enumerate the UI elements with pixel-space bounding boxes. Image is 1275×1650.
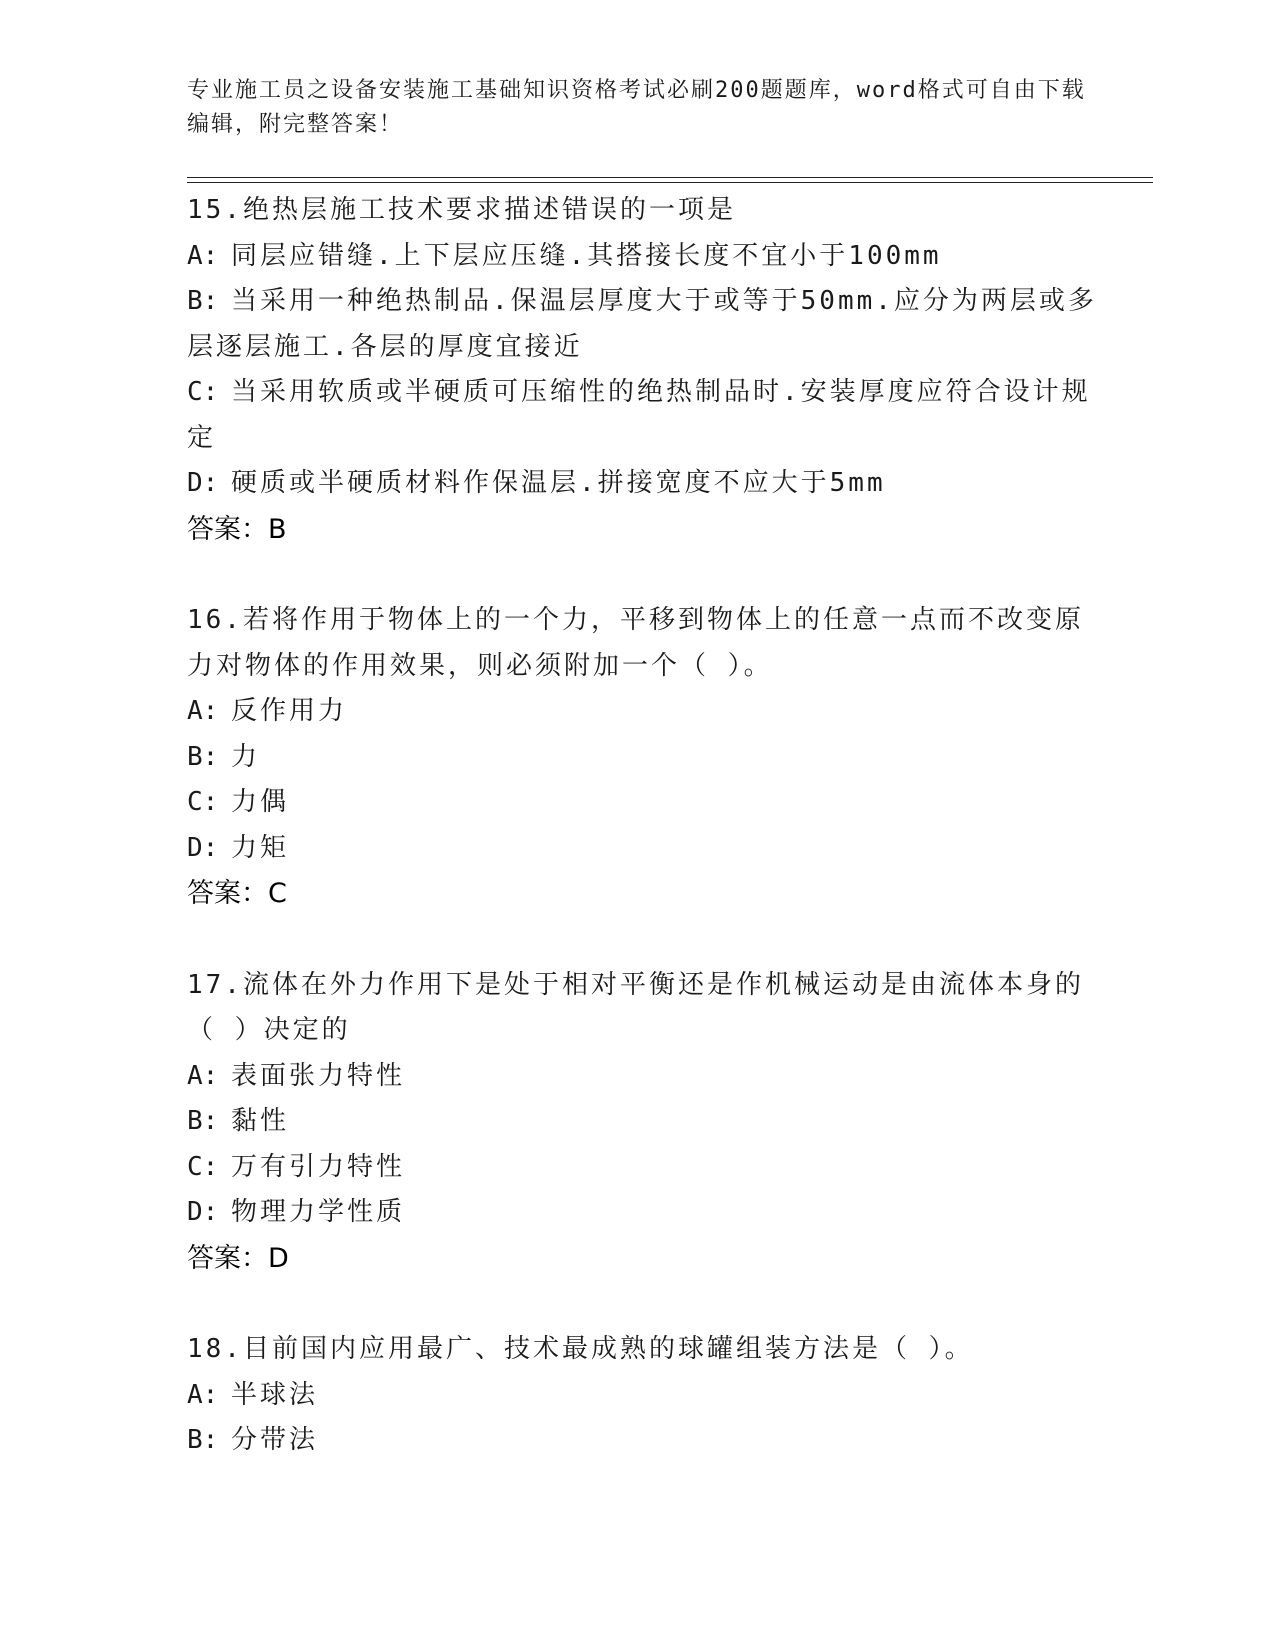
option-text: 半球法	[231, 1379, 319, 1410]
option-text: 同层应错缝.上下层应压缝.其搭接长度不宜小于100mm	[231, 240, 942, 271]
option-c	[187, 780, 1107, 826]
question-stem: 17.流体在外力作用下是处于相对平衡还是作机械运动是由流体本身的（ ）决定的	[187, 969, 1084, 1045]
option-d	[187, 826, 1107, 872]
option-key: C:	[187, 1151, 219, 1182]
option-d	[187, 1190, 1107, 1236]
option-key: A:	[187, 1379, 219, 1410]
option-c	[187, 370, 1107, 461]
option-a	[187, 1054, 1107, 1100]
option-c	[187, 1145, 1107, 1191]
option-text: 分带法	[231, 1425, 319, 1455]
question-18	[187, 1327, 1107, 1464]
option-d	[187, 461, 1107, 507]
option-key: B:	[187, 741, 219, 772]
option-key: B:	[187, 1106, 219, 1136]
question-stem: 15.绝热层施工技术要求描述错误的一项是	[187, 195, 736, 225]
answer: 答案：C	[187, 878, 287, 909]
option-text: 力偶	[231, 787, 290, 817]
option-text: 万有引力特性	[231, 1151, 406, 1182]
option-key: C:	[187, 377, 219, 407]
option-key: A:	[187, 696, 219, 726]
option-a	[187, 1373, 1107, 1419]
option-text: 力矩	[231, 832, 290, 863]
answer: 答案：B	[187, 513, 287, 545]
option-text: 黏性	[231, 1106, 290, 1136]
header-divider-bottom	[187, 182, 1153, 183]
option-key: D:	[187, 832, 219, 863]
option-key: D:	[187, 468, 219, 498]
question-stem: 16.若将作用于物体上的一个力，平移到物体上的任意一点而不改变原力对物体的作用效果，则必须附加一个（ ）。	[187, 605, 1084, 681]
option-key: A:	[187, 240, 219, 271]
option-key: B:	[187, 286, 219, 316]
option-a	[187, 689, 1107, 735]
question-16	[187, 598, 1107, 917]
option-a	[187, 234, 1107, 280]
header-divider-top	[187, 177, 1153, 178]
question-15	[187, 188, 1107, 552]
answer: 答案：D	[187, 1242, 289, 1274]
question-17	[187, 963, 1107, 1282]
question-stem: 18.目前国内应用最广、技术最成熟的球罐组装方法是（ ）。	[187, 1334, 974, 1364]
option-b	[187, 1418, 1107, 1464]
option-key: B:	[187, 1425, 219, 1455]
option-text: 当采用一种绝热制品.保温层厚度大于或等于50mm.应分为两层或多层逐层施工.各层的厚度宜接近	[187, 286, 1097, 362]
option-key: D:	[187, 1197, 219, 1227]
option-b	[187, 735, 1107, 781]
option-text: 硬质或半硬质材料作保温层.拼接宽度不应大于5mm	[231, 468, 886, 498]
option-key: C:	[187, 787, 219, 817]
option-text: 当采用软质或半硬质可压缩性的绝热制品时.安装厚度应符合设计规定	[187, 377, 1091, 453]
document-header: 专业施工员之设备安装施工基础知识资格考试必刷200题题库，word格式可自由下载编辑，附完整答案！	[187, 78, 1086, 137]
option-key: A:	[187, 1060, 219, 1091]
option-text: 表面张力特性	[231, 1060, 406, 1091]
option-text: 物理力学性质	[231, 1197, 406, 1227]
option-text: 力	[231, 741, 261, 772]
option-b	[187, 1099, 1107, 1145]
question-list	[187, 188, 1107, 1510]
option-text: 反作用力	[231, 696, 348, 726]
option-b	[187, 279, 1107, 370]
